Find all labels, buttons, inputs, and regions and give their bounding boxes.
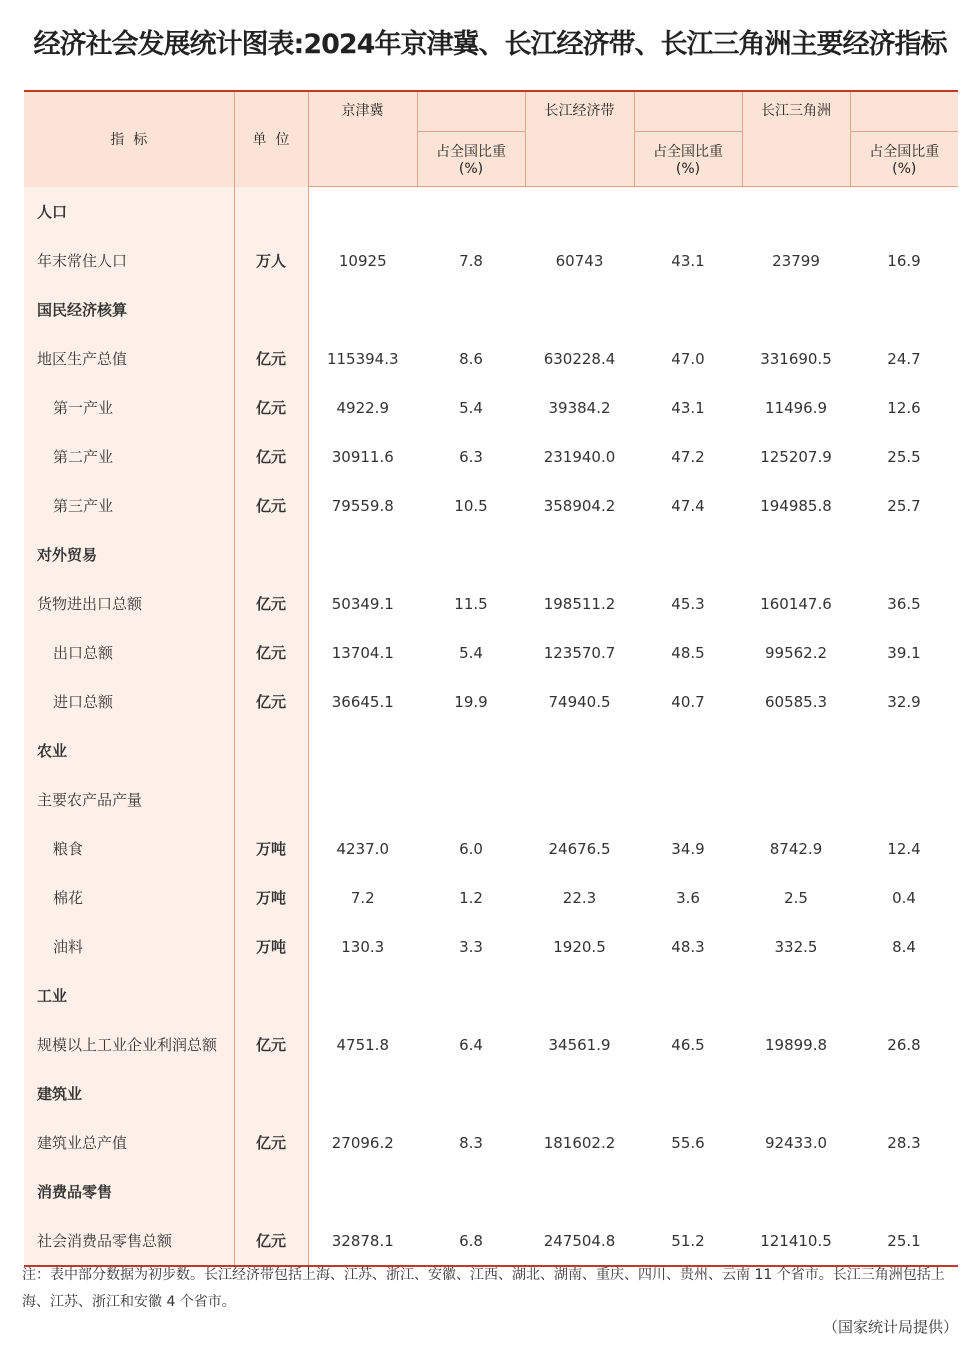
share-cell: 25.5 bbox=[887, 447, 921, 466]
share-cell: 48.3 bbox=[671, 937, 705, 956]
value-cell: 92433.0 bbox=[764, 1133, 828, 1152]
row-unit: 亿元 bbox=[234, 579, 308, 628]
share-cell bbox=[417, 530, 525, 579]
value-cell: 8742.9 bbox=[769, 839, 823, 858]
value-cell bbox=[525, 775, 634, 824]
row-label: 地区生产总值 bbox=[24, 334, 234, 383]
row-unit: 亿元 bbox=[234, 628, 308, 677]
value-cell bbox=[308, 726, 417, 775]
table-row bbox=[24, 1069, 958, 1118]
row-unit: 亿元 bbox=[234, 383, 308, 432]
share-cell: 3.6 bbox=[676, 888, 700, 907]
value-cell: 34561.9 bbox=[548, 1035, 611, 1054]
row-label: 年末常住人口 bbox=[24, 236, 234, 285]
value-cell: 630228.4 bbox=[543, 349, 616, 368]
share-cell bbox=[850, 726, 958, 775]
value-cell bbox=[308, 285, 417, 334]
value-cell: 50349.1 bbox=[331, 594, 394, 613]
row-label: 出口总额 bbox=[24, 628, 234, 677]
share-cell bbox=[634, 726, 742, 775]
value-cell bbox=[742, 285, 850, 334]
value-cell bbox=[742, 1167, 850, 1216]
value-cell: 24676.5 bbox=[548, 839, 611, 858]
row-label: 工业 bbox=[24, 971, 234, 1020]
share-cell bbox=[850, 530, 958, 579]
header-region-jingjinji: 京津冀 bbox=[308, 91, 417, 132]
share-cell: 0.4 bbox=[892, 888, 916, 907]
share-cell bbox=[634, 187, 742, 237]
value-cell bbox=[308, 530, 417, 579]
table-row bbox=[24, 873, 958, 922]
share-cell bbox=[850, 285, 958, 334]
value-cell bbox=[525, 726, 634, 775]
value-cell: 19899.8 bbox=[764, 1035, 828, 1054]
share-cell bbox=[417, 187, 525, 237]
row-unit bbox=[234, 971, 308, 1020]
value-cell bbox=[308, 775, 417, 824]
table-row bbox=[24, 236, 958, 285]
value-cell bbox=[742, 1069, 850, 1118]
value-cell: 60585.3 bbox=[764, 692, 828, 711]
value-cell bbox=[525, 285, 634, 334]
share-cell bbox=[634, 971, 742, 1020]
share-cell bbox=[850, 1167, 958, 1216]
value-cell: 125207.9 bbox=[760, 447, 832, 466]
value-cell bbox=[742, 971, 850, 1020]
row-label: 建筑业 bbox=[24, 1069, 234, 1118]
page-title: 经济社会发展统计图表:2024年京津冀、长江经济带、长江三角洲主要经济指标 bbox=[33, 29, 947, 60]
share-cell: 12.6 bbox=[887, 398, 921, 417]
share-cell bbox=[634, 285, 742, 334]
share-cell bbox=[850, 187, 958, 237]
value-cell bbox=[308, 1167, 417, 1216]
row-unit: 万吨 bbox=[234, 922, 308, 971]
value-cell: 194985.8 bbox=[760, 496, 832, 515]
share-cell: 1.2 bbox=[459, 888, 483, 907]
share-cell bbox=[850, 1069, 958, 1118]
value-cell: 331690.5 bbox=[760, 349, 832, 368]
value-cell: 4237.0 bbox=[336, 839, 389, 858]
row-unit bbox=[234, 726, 308, 775]
share-cell: 5.4 bbox=[459, 398, 483, 417]
share-cell: 5.4 bbox=[459, 643, 483, 662]
indicator-table bbox=[24, 90, 958, 1267]
share-cell bbox=[417, 285, 525, 334]
value-cell: 79559.8 bbox=[331, 496, 394, 515]
row-unit bbox=[234, 187, 308, 237]
row-label: 社会消费品零售总额 bbox=[24, 1216, 234, 1266]
value-cell bbox=[525, 1069, 634, 1118]
value-cell bbox=[308, 1069, 417, 1118]
table-row bbox=[24, 579, 958, 628]
share-cell: 12.4 bbox=[887, 839, 921, 858]
value-cell: 7.2 bbox=[350, 888, 375, 907]
share-cell: 45.3 bbox=[671, 594, 705, 613]
share-cell: 39.1 bbox=[887, 643, 921, 662]
table-row bbox=[24, 481, 958, 530]
table-row bbox=[24, 285, 958, 334]
header-unit: 单 位 bbox=[234, 91, 308, 187]
share-cell: 43.1 bbox=[671, 398, 705, 417]
value-cell bbox=[742, 530, 850, 579]
value-cell: 27096.2 bbox=[331, 1133, 394, 1152]
share-cell bbox=[417, 1069, 525, 1118]
value-cell: 332.5 bbox=[774, 937, 818, 956]
value-cell bbox=[525, 971, 634, 1020]
row-label: 第一产业 bbox=[24, 383, 234, 432]
share-cell: 47.0 bbox=[671, 349, 705, 368]
value-cell bbox=[742, 726, 850, 775]
value-cell: 4922.9 bbox=[336, 398, 389, 417]
row-label: 进口总额 bbox=[24, 677, 234, 726]
value-cell bbox=[525, 1167, 634, 1216]
share-cell: 32.9 bbox=[887, 692, 921, 711]
row-label: 国民经济核算 bbox=[24, 285, 234, 334]
source-credit: （国家统计局提供） bbox=[822, 1318, 958, 1336]
share-cell bbox=[634, 1069, 742, 1118]
value-cell bbox=[525, 530, 634, 579]
share-cell: 6.8 bbox=[459, 1231, 483, 1250]
value-cell: 121410.5 bbox=[760, 1231, 832, 1250]
row-label: 建筑业总产值 bbox=[24, 1118, 234, 1167]
table-row bbox=[24, 1216, 958, 1266]
table-row bbox=[24, 824, 958, 873]
footnote: 注：表中部分数据为初步数。长江经济带包括上海、江苏、浙江、安徽、江西、湖北、湖南、重庆、四川、贵州、云南 11 个省市。长江三角洲包括上海、江苏、浙江和安徽 4 个省市。 bbox=[22, 1267, 945, 1310]
table-row bbox=[24, 677, 958, 726]
row-label: 第二产业 bbox=[24, 432, 234, 481]
row-unit bbox=[234, 530, 308, 579]
share-cell bbox=[634, 1167, 742, 1216]
share-cell bbox=[850, 775, 958, 824]
value-cell: 130.3 bbox=[341, 937, 385, 956]
row-unit: 亿元 bbox=[234, 334, 308, 383]
row-unit: 亿元 bbox=[234, 1020, 308, 1069]
row-unit: 亿元 bbox=[234, 1216, 308, 1266]
value-cell: 99562.2 bbox=[764, 643, 828, 662]
table-row bbox=[24, 1167, 958, 1216]
row-label: 规模以上工业企业利润总额 bbox=[24, 1020, 234, 1069]
table-row bbox=[24, 1118, 958, 1167]
share-cell: 28.3 bbox=[887, 1133, 921, 1152]
share-cell bbox=[417, 775, 525, 824]
share-cell bbox=[634, 775, 742, 824]
share-cell: 40.7 bbox=[671, 692, 705, 711]
table-row bbox=[24, 628, 958, 677]
value-cell: 10925 bbox=[338, 251, 387, 270]
table-row bbox=[24, 383, 958, 432]
value-cell: 39384.2 bbox=[548, 398, 611, 417]
share-cell: 24.7 bbox=[887, 349, 921, 368]
table-row bbox=[24, 432, 958, 481]
value-cell: 247504.8 bbox=[543, 1231, 616, 1250]
value-cell: 123570.7 bbox=[543, 643, 616, 662]
share-cell: 46.5 bbox=[671, 1035, 705, 1054]
value-cell: 11496.9 bbox=[764, 398, 828, 417]
header-share: 占全国比重 (%) bbox=[634, 132, 742, 187]
value-cell: 74940.5 bbox=[548, 692, 611, 711]
row-label: 粮食 bbox=[24, 824, 234, 873]
table-row bbox=[24, 334, 958, 383]
share-cell: 34.9 bbox=[671, 839, 705, 858]
share-cell: 8.3 bbox=[459, 1133, 483, 1152]
header-share: 占全国比重 (%) bbox=[417, 132, 525, 187]
row-label: 油料 bbox=[24, 922, 234, 971]
share-cell: 36.5 bbox=[887, 594, 921, 613]
share-cell: 51.2 bbox=[671, 1231, 705, 1250]
table-row bbox=[24, 971, 958, 1020]
row-label: 棉花 bbox=[24, 873, 234, 922]
share-cell bbox=[634, 530, 742, 579]
value-cell: 36645.1 bbox=[331, 692, 394, 711]
share-cell bbox=[850, 971, 958, 1020]
value-cell bbox=[525, 187, 634, 237]
value-cell bbox=[308, 187, 417, 237]
row-unit: 万人 bbox=[234, 236, 308, 285]
row-unit: 亿元 bbox=[234, 432, 308, 481]
value-cell: 30911.6 bbox=[331, 447, 394, 466]
share-cell bbox=[417, 971, 525, 1020]
value-cell: 198511.2 bbox=[543, 594, 616, 613]
row-label: 第三产业 bbox=[24, 481, 234, 530]
value-cell: 13704.1 bbox=[331, 643, 394, 662]
value-cell: 23799 bbox=[772, 251, 820, 270]
row-unit: 亿元 bbox=[234, 677, 308, 726]
value-cell: 22.3 bbox=[562, 888, 597, 907]
row-unit bbox=[234, 775, 308, 824]
row-unit: 亿元 bbox=[234, 1118, 308, 1167]
value-cell: 115394.3 bbox=[326, 349, 399, 368]
row-label: 消费品零售 bbox=[24, 1167, 234, 1216]
share-cell bbox=[417, 726, 525, 775]
row-label: 主要农产品产量 bbox=[24, 775, 234, 824]
value-cell bbox=[742, 187, 850, 237]
share-cell: 11.5 bbox=[454, 594, 488, 613]
value-cell: 32878.1 bbox=[331, 1231, 394, 1250]
row-label: 人口 bbox=[24, 187, 234, 237]
share-cell: 6.4 bbox=[459, 1035, 483, 1054]
value-cell: 358904.2 bbox=[543, 496, 616, 515]
share-cell: 6.3 bbox=[459, 447, 483, 466]
share-cell: 19.9 bbox=[454, 692, 488, 711]
value-cell bbox=[742, 775, 850, 824]
header-region-yangtze-delta: 长江三角洲 bbox=[742, 91, 850, 132]
share-cell: 48.5 bbox=[671, 643, 705, 662]
header-region-yangtze-belt: 长江经济带 bbox=[525, 91, 634, 132]
row-unit: 亿元 bbox=[234, 481, 308, 530]
share-cell: 47.4 bbox=[671, 496, 705, 515]
row-unit: 万吨 bbox=[234, 873, 308, 922]
row-unit bbox=[234, 1069, 308, 1118]
share-cell: 8.6 bbox=[459, 349, 483, 368]
value-cell: 181602.2 bbox=[543, 1133, 616, 1152]
share-cell: 25.7 bbox=[887, 496, 921, 515]
share-cell: 55.6 bbox=[671, 1133, 705, 1152]
row-unit bbox=[234, 1167, 308, 1216]
row-label: 对外贸易 bbox=[24, 530, 234, 579]
share-cell: 8.4 bbox=[892, 937, 916, 956]
value-cell: 4751.8 bbox=[336, 1035, 389, 1054]
row-unit bbox=[234, 285, 308, 334]
share-cell: 6.0 bbox=[459, 839, 483, 858]
value-cell: 231940.0 bbox=[543, 447, 616, 466]
share-cell bbox=[417, 1167, 525, 1216]
header-share: 占全国比重 (%) bbox=[850, 132, 958, 187]
table-row bbox=[24, 922, 958, 971]
value-cell: 1920.5 bbox=[553, 937, 606, 956]
value-cell: 60743 bbox=[555, 251, 604, 270]
value-cell bbox=[308, 971, 417, 1020]
share-cell: 25.1 bbox=[887, 1231, 921, 1250]
share-cell: 43.1 bbox=[671, 251, 705, 270]
share-cell: 3.3 bbox=[459, 937, 483, 956]
row-label: 农业 bbox=[24, 726, 234, 775]
share-cell: 47.2 bbox=[671, 447, 705, 466]
row-unit: 万吨 bbox=[234, 824, 308, 873]
table-row bbox=[24, 1020, 958, 1069]
share-cell: 10.5 bbox=[454, 496, 488, 515]
table-row bbox=[24, 775, 958, 824]
share-cell: 26.8 bbox=[887, 1035, 921, 1054]
table-row bbox=[24, 726, 958, 775]
value-cell: 160147.6 bbox=[760, 594, 832, 613]
row-label: 货物进出口总额 bbox=[24, 579, 234, 628]
table-row bbox=[24, 187, 958, 237]
share-cell: 16.9 bbox=[887, 251, 921, 270]
share-cell: 7.8 bbox=[459, 251, 483, 270]
header-indicator: 指 标 bbox=[24, 91, 234, 187]
table-row bbox=[24, 530, 958, 579]
value-cell: 2.5 bbox=[784, 888, 808, 907]
